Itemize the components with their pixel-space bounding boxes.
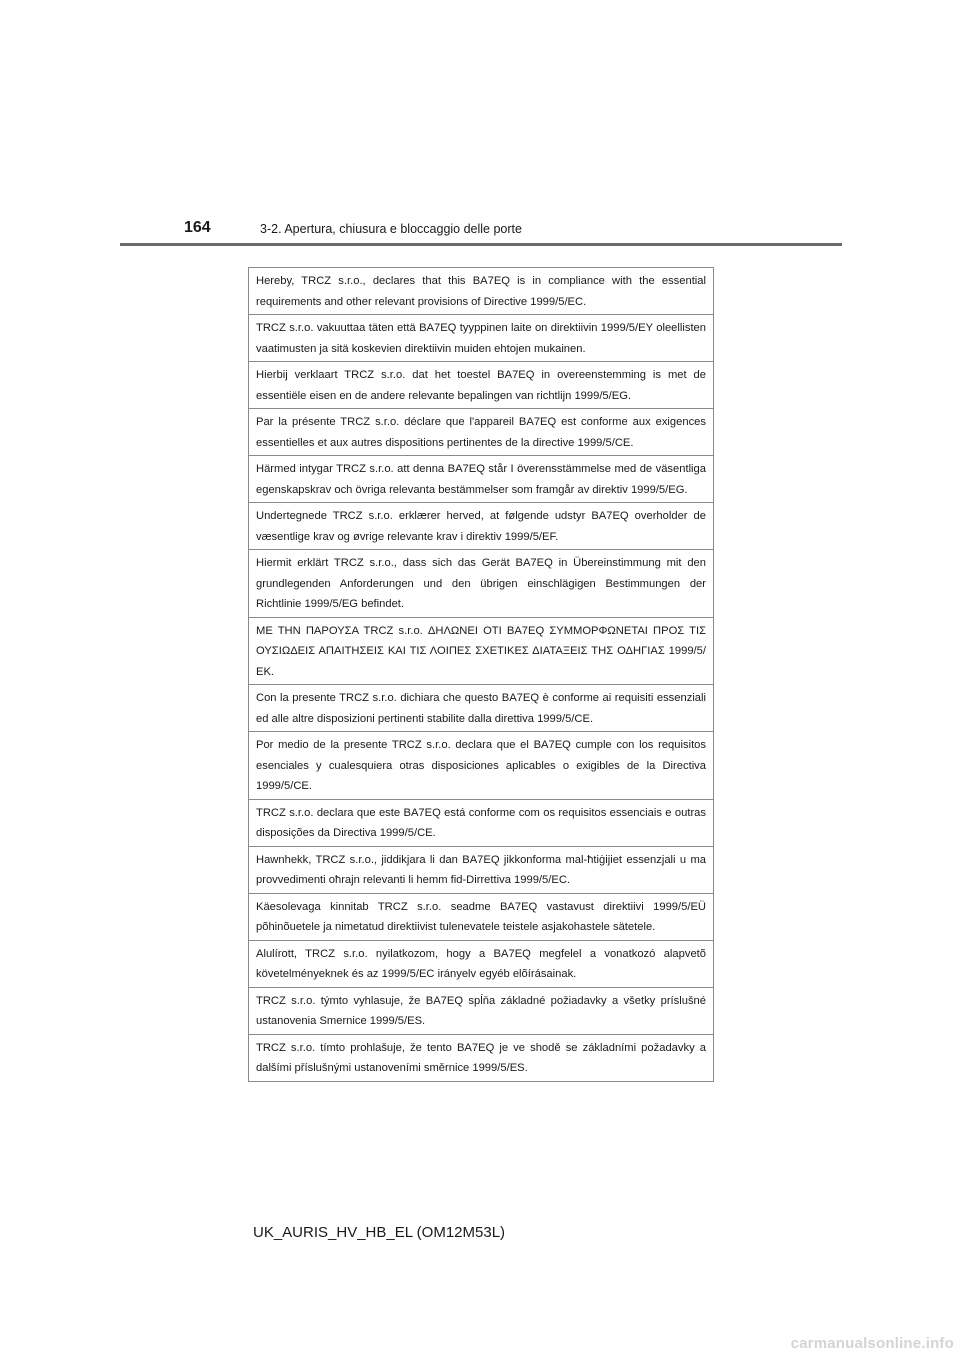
table-row (249, 940, 714, 987)
table-row (249, 409, 714, 456)
declaration-portuguese: TRCZ s.r.o. declara que este BA7EQ está conforme com os requisitos essenciais e outras disposições da Directiva 1999/5/CE. (249, 799, 714, 846)
declaration-english: Hereby, TRCZ s.r.o., declares that this BA7EQ is in compliance with the essential requirements and other relevant provisions of Directive 1999/5/EC. (249, 268, 714, 315)
declaration-french: Par la présente TRCZ s.r.o. déclare que l'appareil BA7EQ est conforme aux exigences essentielles et aux autres dispositions pertinentes de la directive 1999/5/CE. (249, 409, 714, 456)
declaration-slovak: TRCZ s.r.o. týmto vyhlasuje, že BA7EQ spĺňa základné požiadavky a všetky príslušné ustanovenia Smernice 1999/5/ES. (249, 987, 714, 1034)
declaration-italian: Con la presente TRCZ s.r.o. dichiara che questo BA7EQ è conforme ai requisiti essenziali ed alle altre disposizioni pertinenti stabilite dalla direttiva 1999/5/CE. (249, 685, 714, 732)
header-divider (120, 243, 842, 246)
table-row (249, 846, 714, 893)
table-row (249, 893, 714, 940)
table-row (249, 987, 714, 1034)
declaration-estonian: Käesolevaga kinnitab TRCZ s.r.o. seadme BA7EQ vastavust direktiivi 1999/5/EÜ põhinõuetele ja nimetatud direktiivist tulenevatele teistele asjakohastele sätetele. (249, 893, 714, 940)
table-row (249, 550, 714, 618)
page-number: 164 (184, 219, 211, 236)
table-row (249, 685, 714, 732)
declaration-maltese: Hawnhekk, TRCZ s.r.o., jiddikjara li dan BA7EQ jikkonforma mal-ħtiġijiet essenzjali u ma provvedimenti oħrajn relevanti li hemm fid-Dirrettiva 1999/5/EC. (249, 846, 714, 893)
declaration-german: Hiermit erklärt TRCZ s.r.o., dass sich das Gerät BA7EQ in Übereinstimmung mit den grundlegenden Anforderungen und den übrigen einschlägigen Bestimmungen der Richtlinie 1999/5/EG befindet. (249, 550, 714, 618)
declaration-greek: ΜΕ ΤΗΝ ΠΑΡΟΥΣΑ TRCZ s.r.o. ΔΗΛΩΝΕΙ ΟΤΙ BA7EQ ΣΥΜΜΟΡΦΩΝΕΤΑΙ ΠΡΟΣ ΤΙΣ ΟΥΣΙΩΔΕΙΣ ΑΠΑΙΤΗΣΕΙΣ ΚΑΙ ΤΙΣ ΛΟΙΠΕΣ ΣΧΕΤΙΚΕΣ ΔΙΑΤΑΞΕΙΣ ΤΗΣ ΟΔΗΓΙΑΣ 1999/5/ΕΚ. (249, 617, 714, 685)
section-title: 3-2. Apertura, chiusura e bloccaggio delle porte (260, 222, 522, 236)
table-row (249, 362, 714, 409)
table-row (249, 456, 714, 503)
table-row (249, 617, 714, 685)
declaration-dutch: Hierbij verklaart TRCZ s.r.o. dat het toestel BA7EQ in overeenstemming is met de essentiële eisen en de andere relevante bepalingen van richtlijn 1999/5/EG. (249, 362, 714, 409)
declaration-swedish: Härmed intygar TRCZ s.r.o. att denna BA7EQ står I överensstämmelse med de väsentliga egenskapskrav och övriga relevanta bestämmelser som framgår av direktiv 1999/5/EG. (249, 456, 714, 503)
declaration-hungarian: Alulírott, TRCZ s.r.o. nyilatkozom, hogy a BA7EQ megfelel a vonatkozó alapvetõ követelményeknek és az 1999/5/EC irányelv egyéb elõírásainak. (249, 940, 714, 987)
declaration-danish: Undertegnede TRCZ s.r.o. erklærer herved, at følgende udstyr BA7EQ overholder de væsentlige krav og øvrige relevante krav i direktiv 1999/5/EF. (249, 503, 714, 550)
watermark[interactable]: carmanualsonline.info (790, 1335, 954, 1352)
declaration-czech: TRCZ s.r.o. tímto prohlašuje, že tento BA7EQ je ve shodě se základními požadavky a dalšími příslušnými ustanoveními směrnice 1999/5/ES. (249, 1034, 714, 1081)
declaration-table (248, 267, 714, 1082)
table-row (249, 315, 714, 362)
table-row (249, 268, 714, 315)
manual-code: UK_AURIS_HV_HB_EL (OM12M53L) (253, 1224, 506, 1241)
table-row (249, 1034, 714, 1081)
declaration-finnish: TRCZ s.r.o. vakuuttaa täten että BA7EQ tyyppinen laite on direktiivin 1999/5/EY oleellisten vaatimusten ja sitä koskevien direktiivin muiden ehtojen mukainen. (249, 315, 714, 362)
table-row (249, 799, 714, 846)
table-row (249, 732, 714, 800)
declaration-spanish: Por medio de la presente TRCZ s.r.o. declara que el BA7EQ cumple con los requisitos esenciales y cualesquiera otras disposiciones aplicables o exigibles de la Directiva 1999/5/CE. (249, 732, 714, 800)
table-row (249, 503, 714, 550)
